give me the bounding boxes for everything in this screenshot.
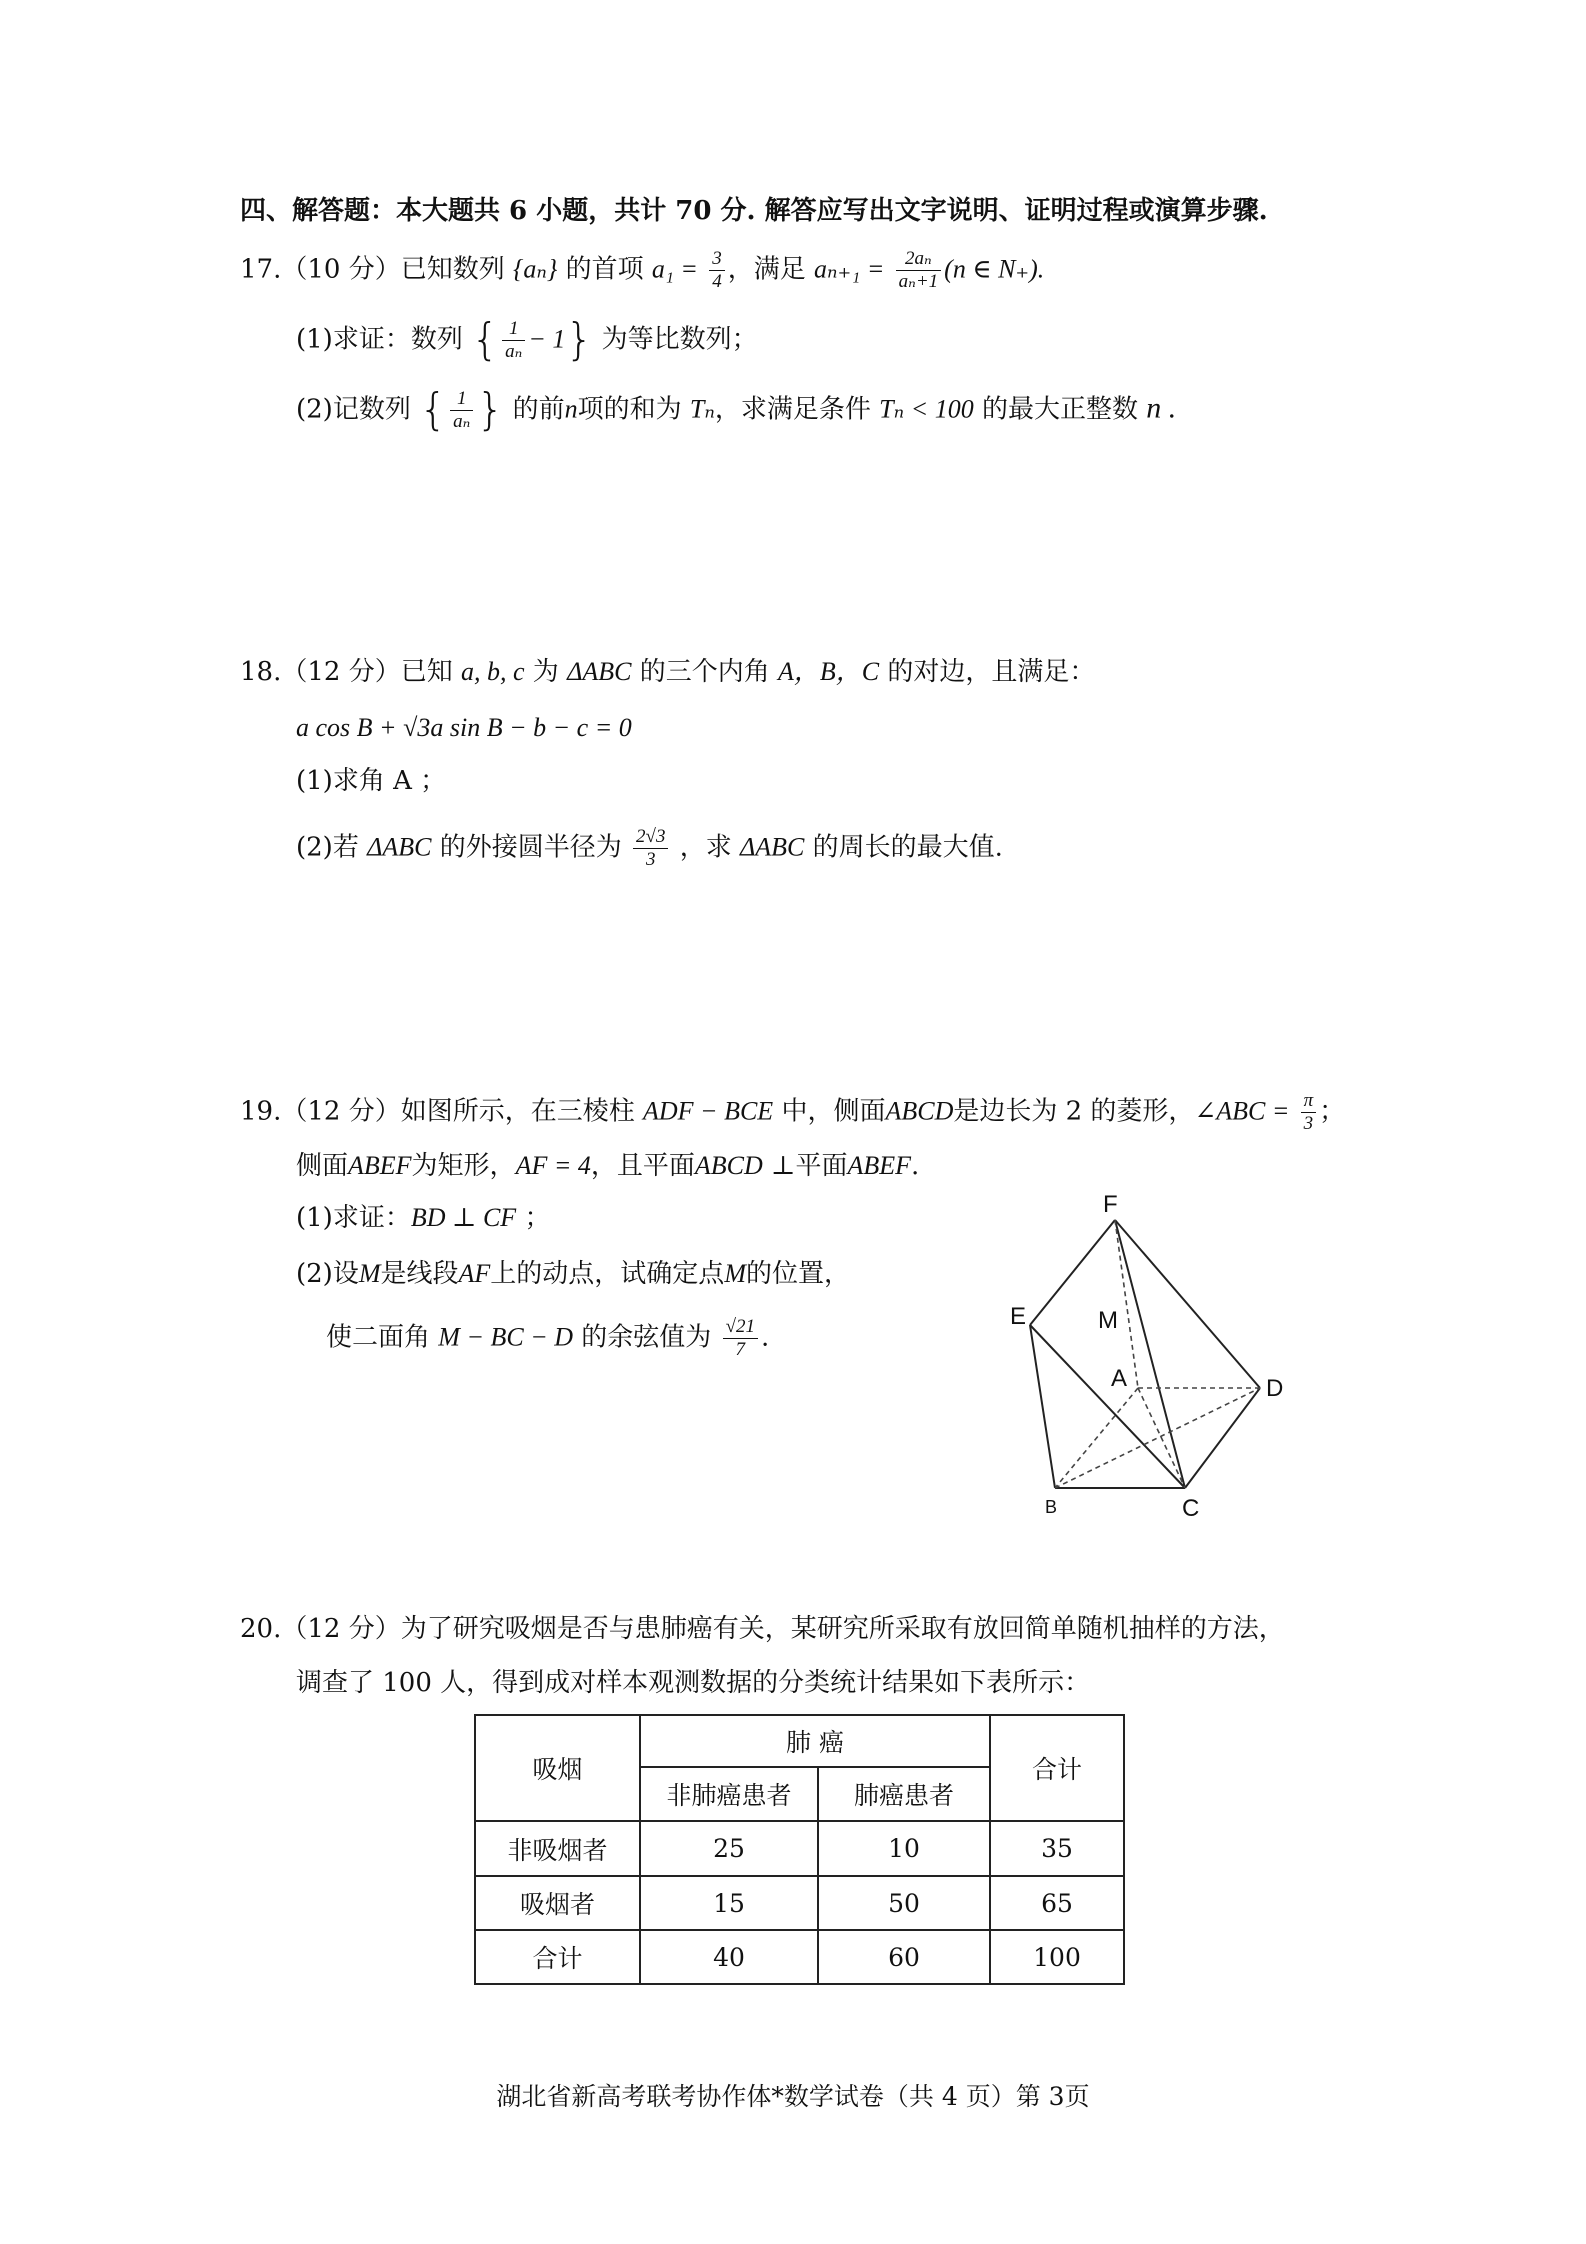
q17-a1-fraction: $\frac{3}{4}$ <box>709 248 725 293</box>
q19-perp: ⊥ <box>762 1151 796 1181</box>
table-header-non-patient: 非肺癌患者 <box>640 1767 818 1821</box>
question-18-part-2 <box>296 826 1003 871</box>
q17-p1-fraction: $\frac{1}{\text{aₙ}}$ <box>502 318 525 363</box>
q17-recurrence-fraction: $\frac{\text{2aₙ}}{\text{aₙ+1}}$ <box>896 248 942 293</box>
q18-triangle: ΔABC <box>567 657 632 686</box>
q18-p2-text2: ，求 <box>679 832 732 863</box>
diagonal-BD-hidden <box>1055 1388 1260 1488</box>
q19-line2-text-d: 平面 <box>795 1151 848 1181</box>
row-label: 非吸烟者 <box>475 1821 640 1876</box>
part-label: (2)若 <box>296 832 359 863</box>
question-18-stem <box>240 656 1095 688</box>
question-19-line-2 <box>296 1150 919 1182</box>
q18-sides: a, b, c <box>460 657 525 686</box>
q19-p2-M2: M <box>724 1259 746 1288</box>
label-M: M <box>1098 1307 1118 1334</box>
label-F: F <box>1103 1191 1118 1218</box>
q18-p2-triangle: ΔABC <box>367 832 432 862</box>
q19-p2-text-d: 的位置， <box>745 1259 850 1289</box>
cell-non-patient: 40 <box>640 1930 818 1984</box>
cell-total: 100 <box>990 1930 1124 1984</box>
q18-p2-fraction: $\frac{2√3}{3}$ <box>633 826 668 871</box>
q17-p2-text2: 项的和为 <box>577 394 682 425</box>
right-brace: } <box>476 384 505 435</box>
table-header-lung-cancer: 肺 癌 <box>640 1715 990 1767</box>
part-label: (2)设 <box>296 1259 359 1289</box>
row-label: 合计 <box>475 1930 640 1984</box>
left-brace: { <box>471 314 500 365</box>
q19-p2-M: M <box>358 1259 381 1288</box>
q18-equation: a cos B + √3a sin B − b − c = 0 <box>296 713 632 742</box>
q19-text-a: 如图所示，在三棱柱 <box>400 1096 635 1127</box>
question-17-part-1 <box>296 314 758 367</box>
q19-prism: ADF − BCE <box>642 1096 774 1126</box>
q17-p2-end: n . <box>1146 391 1177 425</box>
q19-face2: ABEF <box>348 1151 412 1180</box>
edge-CD <box>1185 1388 1260 1488</box>
q18-p2-text: 的外接圆半径为 <box>439 832 622 863</box>
left-brace: { <box>419 384 448 435</box>
contingency-table <box>474 1714 1125 1985</box>
q18-text-b: 为 <box>532 657 559 687</box>
cell-patient: 50 <box>818 1876 990 1930</box>
question-17-stem <box>240 248 1044 293</box>
edge-EB <box>1030 1325 1055 1488</box>
question-number: 20.（12 分） <box>240 1614 401 1644</box>
table-row <box>475 1876 1124 1930</box>
q17-a1: a₁ = <box>651 254 698 284</box>
q19-p1-math: BD ⊥ CF <box>410 1203 517 1232</box>
label-E: E <box>1010 1303 1027 1330</box>
q19-p1-end: ； <box>516 1203 551 1233</box>
page-footer: 湖北省新高考联考协作体*数学试卷（共 4 页）第 3页 <box>496 2082 1090 2111</box>
part-label: (1)求证：数列 <box>296 324 463 355</box>
question-19-stem <box>240 1090 1345 1135</box>
q19-line2-text-e: . <box>911 1151 920 1181</box>
table-row <box>475 1821 1124 1876</box>
q19-p2-end: . <box>761 1322 770 1353</box>
q18-text-c: 的三个内角 <box>639 657 770 687</box>
q17-p2-T: Tₙ <box>689 394 715 424</box>
q18-p2-triangle2: ΔABC <box>740 832 805 862</box>
question-number: 19.（12 分） <box>240 1096 401 1127</box>
q19-text-d: ； <box>1319 1096 1346 1127</box>
section-header: 四、解答题：本大题共 6 小题，共计 70 分. 解答应写出文字说明、证明过程或演算步骤. <box>240 196 1268 226</box>
q17-sequence: {aₙ} <box>512 254 558 284</box>
q17-recurrence-condition: (n ∈ N₊). <box>944 254 1045 284</box>
prism-figure <box>1000 1190 1320 1530</box>
label-C: C <box>1182 1495 1200 1522</box>
q19-face3: ABCD <box>694 1151 763 1180</box>
part-label: (1)求证： <box>296 1203 411 1233</box>
q18-angles: A，B，C <box>778 657 880 686</box>
cell-non-patient: 15 <box>640 1876 818 1930</box>
q19-p2-line2-text: 使二面角 <box>326 1322 431 1353</box>
q18-text-a: 已知 <box>400 657 453 687</box>
right-brace: } <box>565 314 594 365</box>
q19-angle-fraction: $\frac{\pi}{3}$ <box>1301 1090 1317 1135</box>
q17-p2-fraction: $\frac{1}{\text{aₙ}}$ <box>450 388 473 433</box>
table-header-total: 合计 <box>990 1715 1124 1821</box>
q19-af: AF = 4 <box>515 1151 591 1180</box>
part-label: (2)记数列 <box>296 394 411 425</box>
q17-p2-n: n <box>564 394 578 424</box>
q17-p2-text: 的前 <box>512 394 565 425</box>
q17-p2-text3: ，求满足条件 <box>714 394 871 425</box>
q17-text-b: 的首项 <box>565 254 644 285</box>
q17-text-c: ，满足 <box>727 254 806 285</box>
cell-total: 65 <box>990 1876 1124 1930</box>
cell-patient: 10 <box>818 1821 990 1876</box>
question-number: 17.（10 分） <box>240 254 401 285</box>
q19-text-c: 是边长为 2 的菱形， <box>953 1096 1195 1127</box>
q18-p2-end: 的周长的最大值. <box>812 832 1003 863</box>
cell-patient: 60 <box>818 1930 990 1984</box>
q19-face4: ABEF <box>847 1151 912 1180</box>
q17-p2-condition: Tₙ < 100 <box>879 394 974 424</box>
q19-line2-text-c: ，且平面 <box>590 1151 695 1181</box>
edge-AC-hidden <box>1138 1388 1185 1488</box>
label-D: D <box>1266 1375 1284 1402</box>
cell-total: 35 <box>990 1821 1124 1876</box>
question-17-part-2 <box>296 384 1176 437</box>
question-20-stem <box>240 1614 1285 1645</box>
cell-non-patient: 25 <box>640 1821 818 1876</box>
row-label: 吸烟者 <box>475 1876 640 1930</box>
q19-line2-text-b: 为矩形， <box>411 1151 516 1181</box>
q19-p2-text-c: 上的动点，试确定点 <box>490 1259 725 1289</box>
q19-p2-line2-text-b: 的余弦值为 <box>581 1322 712 1353</box>
q17-p1-suffix: 为等比数列； <box>601 324 758 355</box>
edge-FA-hidden <box>1115 1220 1138 1388</box>
q19-p2-fraction: $\frac{√21}{7}$ <box>723 1316 758 1361</box>
q19-line2-text: 侧面 <box>296 1151 349 1181</box>
edge-EC <box>1030 1325 1185 1488</box>
table-header-patient: 肺癌患者 <box>818 1767 990 1821</box>
q19-text-b: 中，侧面 <box>781 1096 886 1127</box>
question-19-part-1 <box>296 1202 550 1234</box>
q19-p2-AF: AF <box>458 1259 491 1288</box>
q18-text-d: 的对边，且满足： <box>887 657 1096 687</box>
question-number: 18.（12 分） <box>240 657 401 687</box>
table-header-smoking: 吸烟 <box>475 1715 640 1821</box>
label-A: A <box>1111 1365 1128 1392</box>
question-19-part-2-line-2 <box>326 1316 769 1361</box>
q19-angle: ∠ABC = <box>1194 1096 1290 1126</box>
q19-face1: ABCD <box>885 1096 954 1126</box>
question-20-line-2: 调查了 100 人，得到成对样本观测数据的分类统计结果如下表所示： <box>296 1668 1091 1698</box>
q17-text-a: 已知数列 <box>400 254 505 285</box>
label-B: B <box>1045 1497 1058 1517</box>
q17-recurrence-lhs: aₙ₊₁ = <box>814 254 885 284</box>
q17-p2-text4: 的最大正整数 <box>981 394 1138 425</box>
q20-line-1: 为了研究吸烟是否与患肺癌有关，某研究所采取有放回简单随机抽样的方法， <box>400 1614 1285 1644</box>
edge-AB-hidden <box>1055 1388 1138 1488</box>
question-19-part-2 <box>296 1258 850 1290</box>
question-18-part-1: (1)求角 A ； <box>296 766 447 796</box>
q19-p2-dihedral: M − BC − D <box>438 1322 574 1352</box>
q17-p1-tail: − 1 <box>528 324 566 354</box>
table-row <box>475 1930 1124 1984</box>
q19-p2-text-b: 是线段 <box>380 1259 459 1289</box>
